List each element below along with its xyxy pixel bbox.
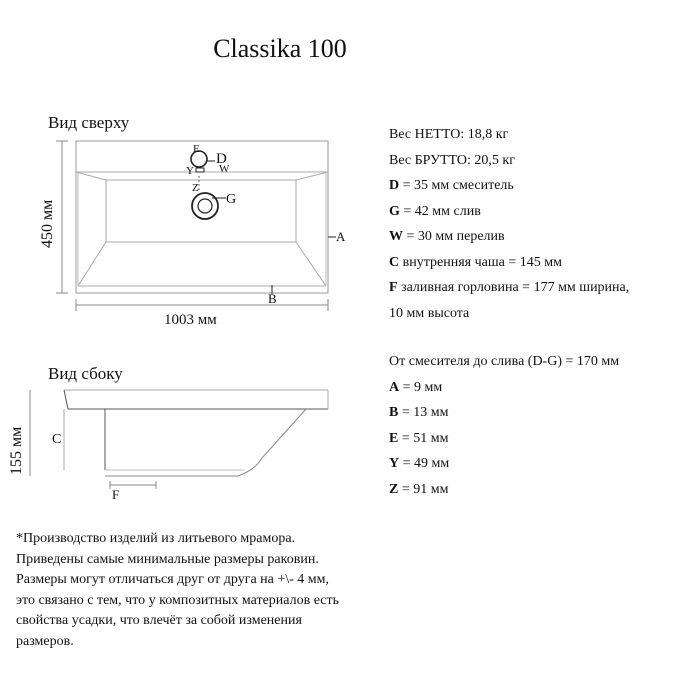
- spec-row: 10 мм высота: [389, 305, 470, 321]
- side-height-dimension: 155 мм: [8, 426, 25, 475]
- marker-c: C: [52, 432, 62, 447]
- spec-row: D = 35 мм смеситель: [389, 178, 514, 193]
- marker-e: E: [193, 143, 200, 155]
- footnote-line: это связано с тем, что у композитных материалов есть: [16, 592, 340, 608]
- spec-row: Вес БРУТТО: 20,5 кг: [389, 152, 515, 168]
- specs-list-top: [389, 122, 629, 326]
- spec-row: B = 13 мм: [389, 405, 449, 420]
- marker-d: D: [216, 151, 227, 167]
- spec-row: F заливная горловина = 177 мм ширина,: [389, 280, 630, 295]
- footnote: [16, 529, 339, 652]
- product-title: Classika 100: [213, 34, 347, 63]
- spec-row: A = 9 мм: [389, 379, 443, 395]
- spec-row: W = 30 мм перелив: [389, 229, 505, 244]
- spec-row: E = 51 мм: [389, 430, 449, 446]
- marker-y: Y: [186, 165, 194, 177]
- spec-row: Вес НЕТТО: 18,8 кг: [389, 127, 509, 142]
- side-view-drawing: [30, 390, 328, 489]
- spec-row: G = 42 мм слив: [389, 203, 481, 219]
- top-view-drawing: [56, 141, 336, 311]
- spec-row: C внутренняя чаша = 145 мм: [389, 254, 562, 270]
- spec-row: От смесителя до слива (D-G) = 170 мм: [389, 354, 620, 369]
- drain-hole-outer: [192, 193, 218, 219]
- specs-list-bottom: [389, 349, 619, 502]
- drain-hole-inner: [198, 199, 212, 213]
- spec-row: Y = 49 мм: [389, 456, 450, 471]
- footnote-line: свойства усадки, что влечёт за собой изменения: [16, 613, 302, 628]
- top-width-dimension: 1003 мм: [164, 312, 217, 328]
- marker-z: Z: [192, 182, 199, 194]
- footnote-line: Приведены самые минимальные размеры раковин.: [16, 551, 319, 567]
- basin-outer-outline: [76, 141, 328, 293]
- side-view-label: Вид сбоку: [48, 364, 123, 383]
- marker-g: G: [226, 192, 237, 207]
- marker-a: A: [336, 229, 346, 244]
- spec-row: Z = 91 мм: [389, 481, 449, 497]
- marker-f: F: [112, 487, 120, 502]
- footnote-line: размеров.: [16, 633, 74, 649]
- marker-w: W: [219, 163, 230, 175]
- footnote-line: *Производство изделий из литьевого мрамора.: [16, 531, 296, 546]
- marker-b: B: [268, 291, 277, 306]
- top-height-dimension: 450 мм: [39, 199, 56, 248]
- top-view-label: Вид сверху: [48, 113, 130, 132]
- footnote-line: Размеры могут отличаться друг от друга на +\- 4 мм,: [16, 572, 330, 587]
